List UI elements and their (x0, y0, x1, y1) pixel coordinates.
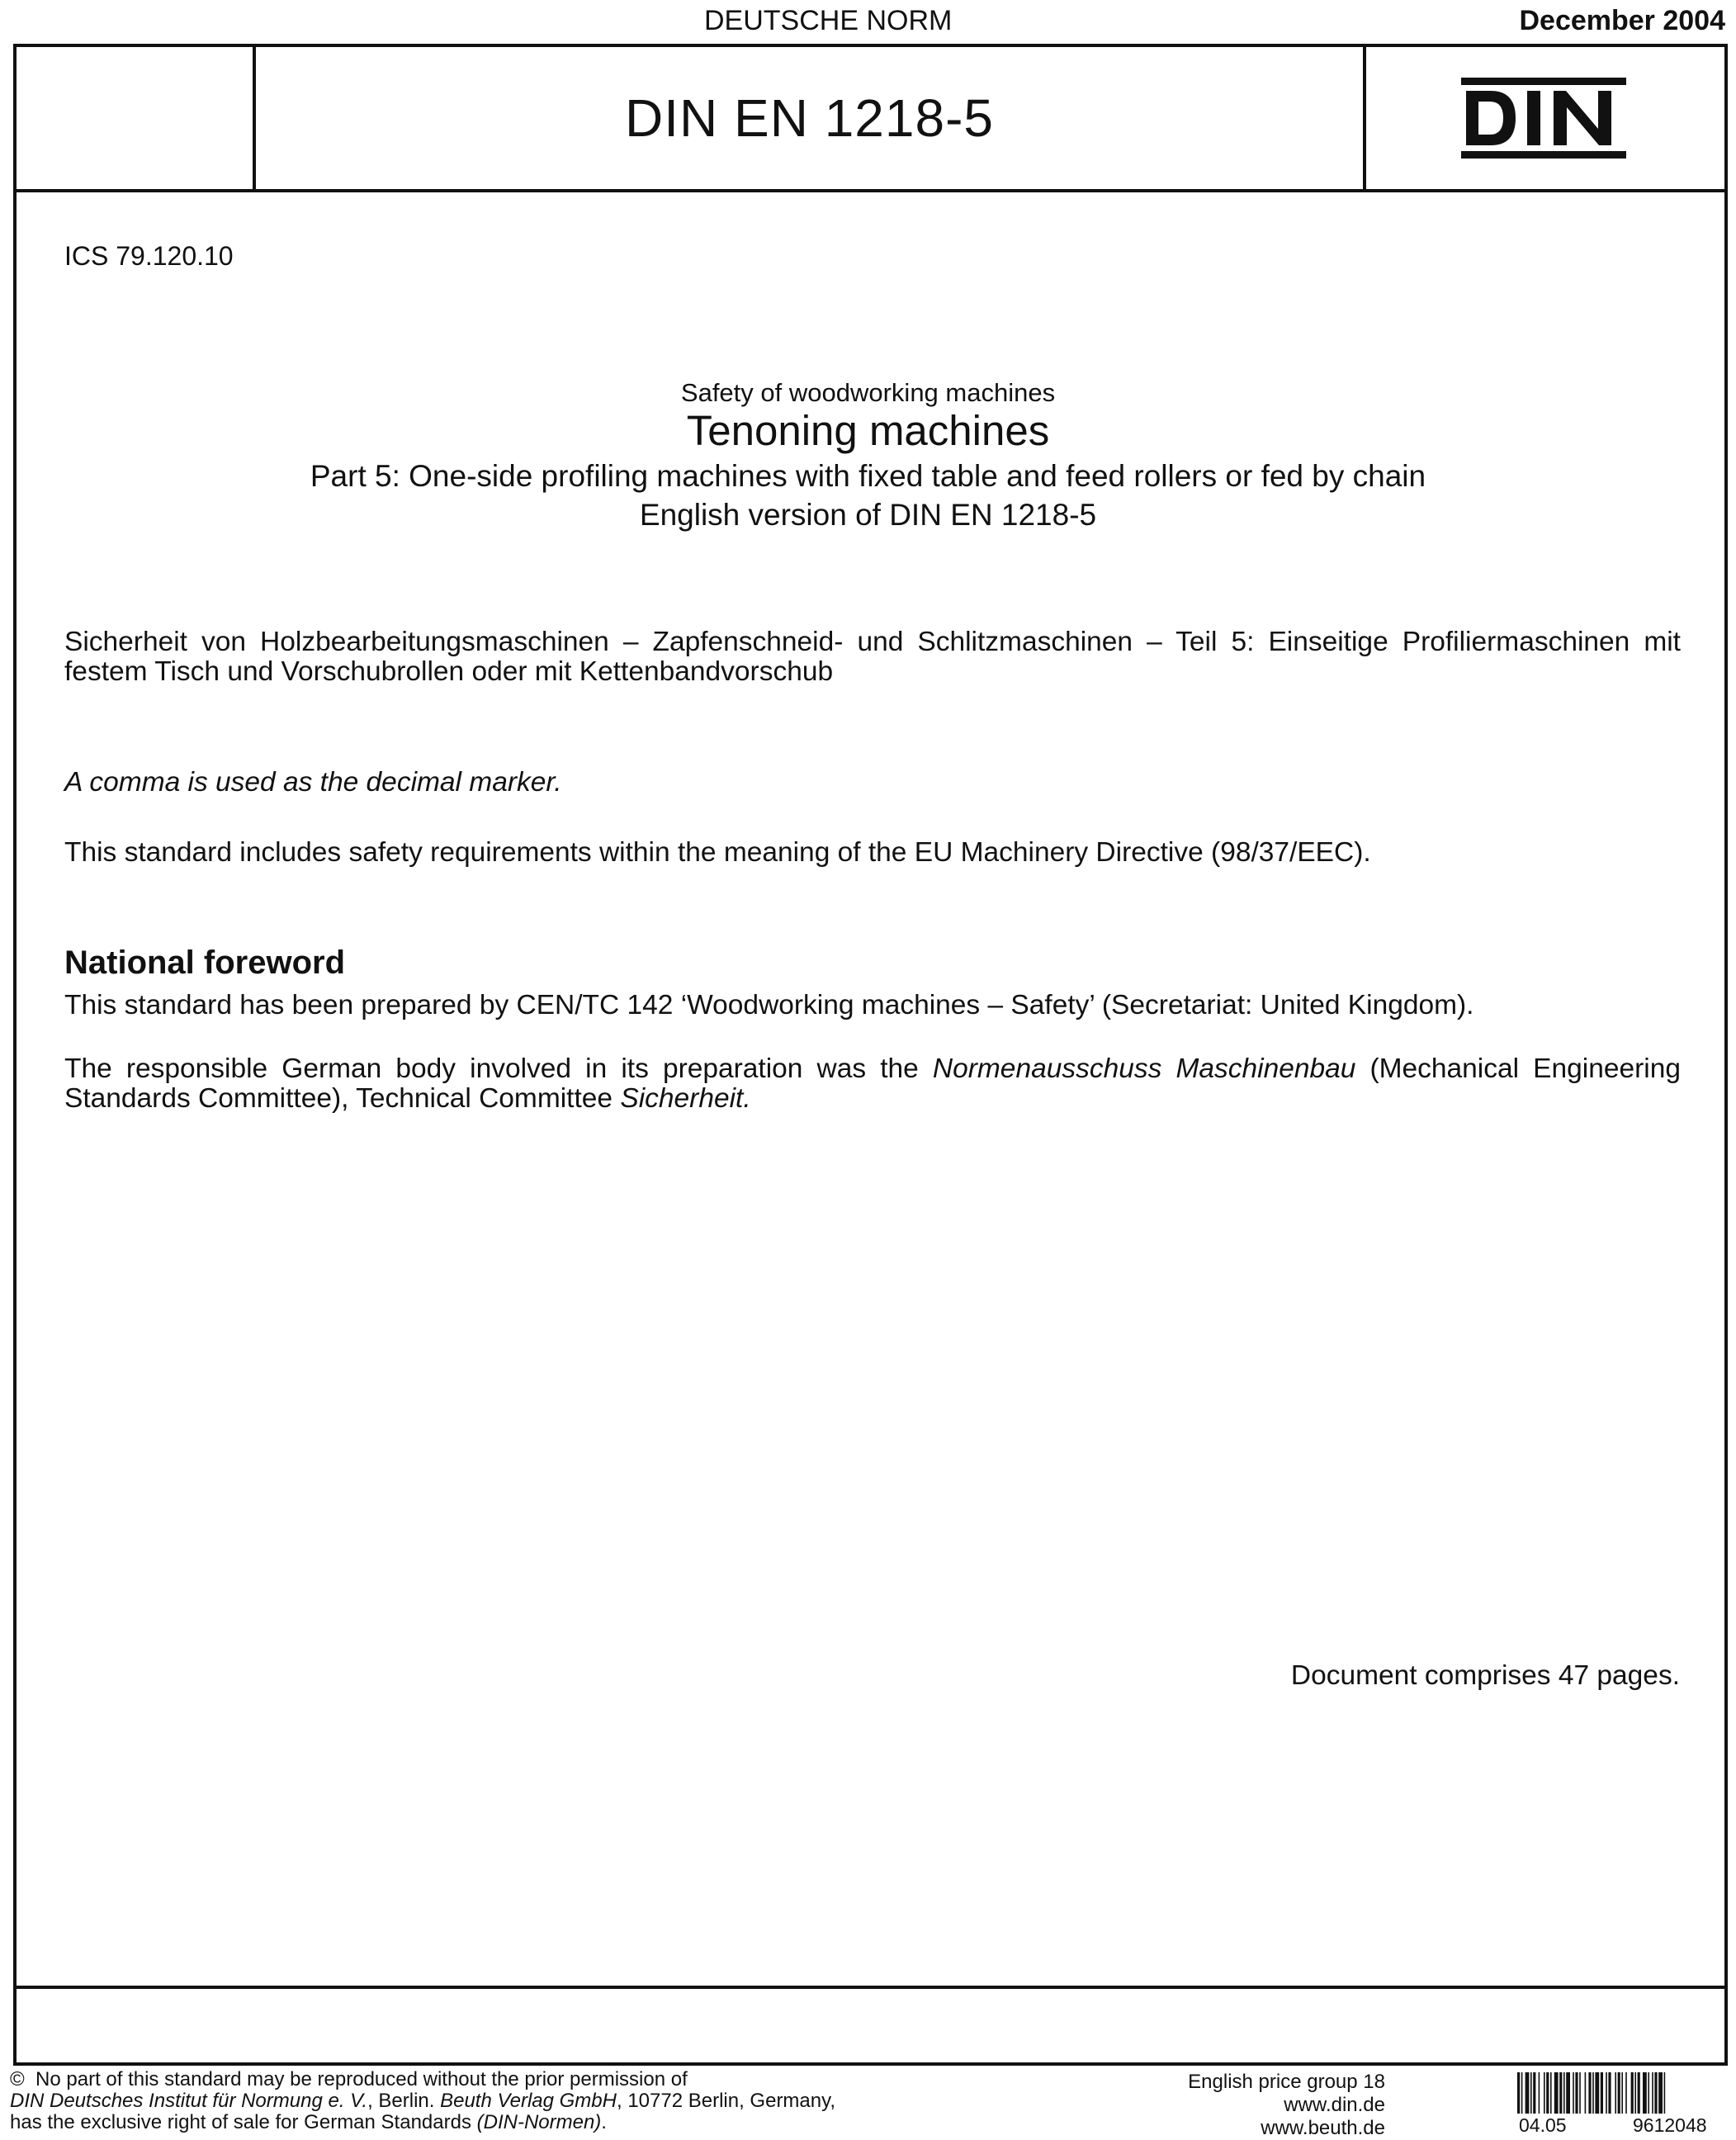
copyright-text: , Berlin. (367, 2090, 441, 2112)
barcode-bar (1595, 2072, 1599, 2114)
copyright-text: . (601, 2111, 607, 2133)
barcode-bar (1539, 2072, 1540, 2114)
barcode-bar (1608, 2072, 1611, 2114)
barcode-bar (1559, 2072, 1562, 2114)
barcode-bar (1563, 2072, 1565, 2114)
din-logo (1461, 78, 1626, 159)
barcode-bar (1654, 2072, 1657, 2114)
barcode-bar (1664, 2072, 1666, 2114)
copyright-line-2 (10, 2090, 835, 2112)
copyright-text: has the exclusive right of sale for German Standards (10, 2111, 477, 2133)
barcode-bar (1606, 2072, 1607, 2114)
barcode-bar (1601, 2072, 1603, 2114)
barcode-bar (1634, 2072, 1636, 2114)
price-block (1136, 2071, 1385, 2140)
decimal-note: A comma is used as the decimal marker. (64, 767, 562, 798)
din-website-link[interactable]: www.din.de (1284, 2094, 1385, 2116)
national-foreword-paragraph-2 (64, 1054, 1681, 1114)
barcode-bar (1625, 2072, 1627, 2114)
barcode-bar (1621, 2072, 1623, 2114)
copyright-text: , 10772 Berlin, Germany, (616, 2090, 836, 2112)
price-group: English price group 18 (1188, 2071, 1385, 2093)
barcode-bar (1573, 2072, 1574, 2114)
copyright-line-3 (10, 2112, 835, 2133)
copyright-symbol: © (10, 2068, 25, 2090)
foreword-text: (Mechanical Engineering Standards Committee), Technical Committee (64, 1053, 1681, 1114)
committee-name: Normenausschuss Maschinenbau (932, 1053, 1356, 1084)
directive-note: This standard includes safety requirements within the meaning of the EU Machinery Directive (98/37/EEC). (64, 837, 1371, 868)
title-version: English version of DIN EN 1218-5 (639, 498, 1097, 532)
deutsche-norm-label: DEUTSCHE NORM (704, 5, 953, 36)
national-foreword-paragraph-1: This standard has been prepared by CEN/TC 142 ‘Woodworking machines – Safety’ (Secretariat: United Kingdom). (64, 990, 1474, 1020)
barcode-bar (1546, 2072, 1549, 2114)
barcode-bar (1592, 2072, 1594, 2114)
copyright-line-1 (10, 2069, 835, 2090)
beuth-website-link[interactable]: www.beuth.de (1261, 2117, 1385, 2139)
copyright-text: No part of this standard may be reproduced without the prior permission of (35, 2068, 688, 2090)
barcode-bar (1638, 2072, 1640, 2114)
national-foreword-heading: National foreword (64, 945, 346, 981)
barcode-bar (1618, 2072, 1620, 2114)
barcode-number: 9612048 (1633, 2114, 1707, 2136)
document-number: DIN EN 1218-5 (625, 88, 994, 148)
barcode-bar (1588, 2072, 1591, 2114)
barcode-bar (1575, 2072, 1578, 2114)
foreword-text: The responsible German body involved in its preparation was the (64, 1053, 933, 1084)
barcode-bar (1648, 2072, 1649, 2114)
german-title: Sicherheit von Holzbearbeitungsmaschinen – Zapfenschneid- und Schlitzmaschinen – Teil 5: Einseitige Profiliermaschinen mit festem Tisch und Vorschubrollen oder mit Kettenbandvorschub (64, 627, 1681, 687)
barcode-bar (1517, 2072, 1520, 2114)
barcode-bar (1521, 2072, 1523, 2114)
page-count-note: Document comprises 47 pages. (1290, 1660, 1680, 1691)
barcode-bar (1533, 2072, 1535, 2114)
barcode-bar (1579, 2072, 1581, 2114)
barcode (1516, 2072, 1720, 2115)
publication-date: December 2004 (1519, 5, 1725, 36)
din-organization: DIN Deutsches Institut für Normung e. V. (10, 2090, 368, 2112)
barcode-date-code: 04.05 (1519, 2114, 1567, 2136)
title-series: Safety of woodworking machines (680, 378, 1056, 407)
copyright-notice (10, 2069, 835, 2133)
title-main: Tenoning machines (686, 407, 1050, 454)
barcode-bar (1526, 2072, 1530, 2114)
barcode-bar (1566, 2072, 1570, 2114)
barcode-bar (1550, 2072, 1552, 2114)
technical-committee-name: Sicherheit. (620, 1083, 751, 1114)
barcode-bar (1530, 2072, 1532, 2114)
barcode-bar (1631, 2072, 1634, 2114)
barcode-bar (1585, 2072, 1587, 2114)
din-normen-label: (DIN-Normen) (476, 2111, 602, 2133)
header-divider-bottom (13, 189, 1728, 192)
barcode-bar (1658, 2072, 1663, 2114)
barcode-bar (1643, 2072, 1647, 2114)
barcode-bar (1615, 2072, 1616, 2114)
barcode-bar (1544, 2072, 1545, 2114)
publisher-name: Beuth Verlag GmbH (440, 2090, 617, 2112)
ics-code: ICS 79.120.10 (64, 241, 234, 271)
title-part: Part 5: One-side profiling machines with fixed table and feed rollers or fed by chain (310, 459, 1426, 493)
footer-divider (13, 1986, 1728, 1989)
barcode-bar (1554, 2072, 1559, 2114)
barcode-bar (1652, 2072, 1653, 2114)
din-logo-cell (1366, 47, 1721, 189)
